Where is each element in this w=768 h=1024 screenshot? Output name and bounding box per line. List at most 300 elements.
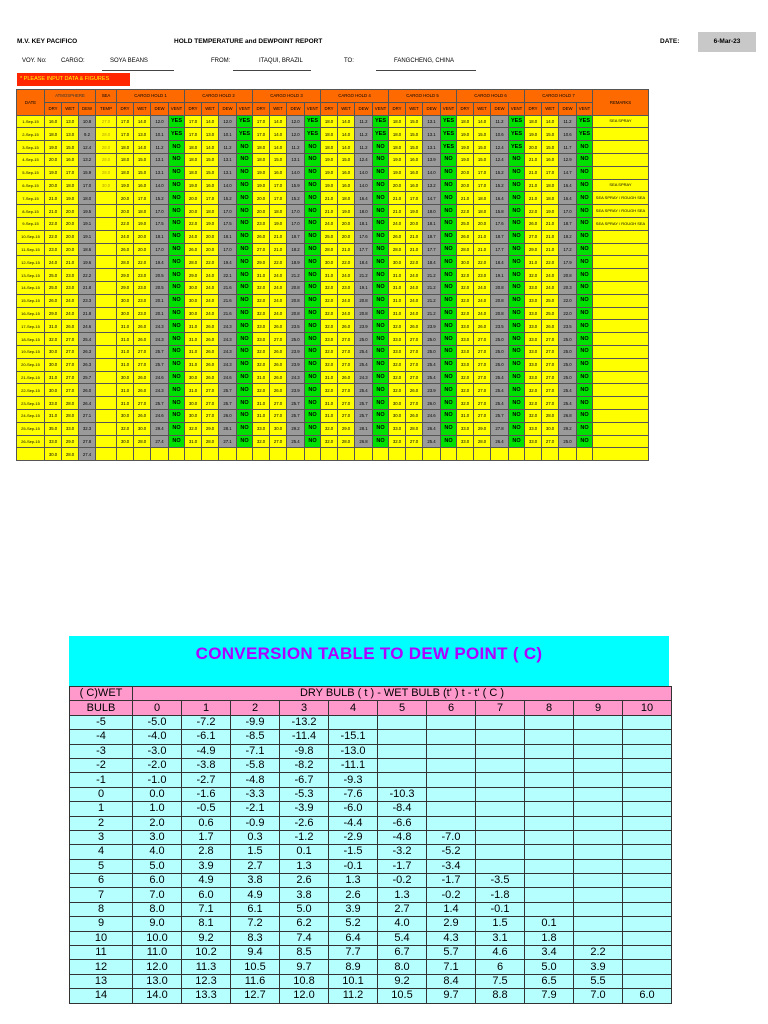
hold-5-wet-cell[interactable]: 26.0 bbox=[406, 384, 423, 397]
hold-5-dry-cell[interactable]: 24.0 bbox=[389, 217, 406, 230]
atmosphere-wet-cell[interactable]: 28.0 bbox=[62, 409, 79, 422]
atmosphere-wet-cell[interactable]: 15.0 bbox=[62, 141, 79, 154]
hold-1-vent-cell[interactable]: NO bbox=[169, 345, 185, 358]
hold-7-wet-cell[interactable]: 26.0 bbox=[542, 320, 559, 333]
remarks-cell[interactable] bbox=[593, 153, 649, 166]
hold-2-vent-cell[interactable]: YES bbox=[237, 128, 253, 141]
hold-5-wet-cell[interactable]: 27.0 bbox=[406, 345, 423, 358]
hold-2-wet-cell[interactable]: 14.0 bbox=[202, 115, 219, 128]
hold-1-dew-cell[interactable]: 11.2 bbox=[151, 141, 169, 154]
hold-7-dry-cell[interactable]: 32.0 bbox=[525, 269, 542, 282]
hold-5-dew-cell[interactable]: 25.0 bbox=[423, 345, 441, 358]
atmosphere-dry-cell[interactable]: 33.0 bbox=[45, 435, 62, 448]
hold-2-wet-cell[interactable]: 27.0 bbox=[202, 409, 219, 422]
atmosphere-dry-cell[interactable]: 35.0 bbox=[45, 422, 62, 435]
hold-1-dry-cell[interactable]: 30.0 bbox=[117, 294, 134, 307]
hold-4-dew-cell[interactable]: 17.6 bbox=[355, 230, 373, 243]
hold-2-dew-cell[interactable]: 24.6 bbox=[219, 371, 237, 384]
sea-temp-cell[interactable] bbox=[96, 435, 117, 448]
empty-cell[interactable] bbox=[270, 448, 287, 461]
hold-3-dew-cell[interactable]: 12.0 bbox=[287, 128, 305, 141]
hold-1-dry-cell[interactable]: 22.0 bbox=[117, 217, 134, 230]
hold-2-vent-cell[interactable]: NO bbox=[237, 269, 253, 282]
hold-5-dry-cell[interactable]: 20.0 bbox=[389, 179, 406, 192]
hold-7-wet-cell[interactable]: 28.0 bbox=[542, 409, 559, 422]
atmosphere-wet-cell[interactable]: 23.0 bbox=[62, 281, 79, 294]
hold-5-dry-cell[interactable]: 32.0 bbox=[389, 435, 406, 448]
hold-7-wet-cell[interactable]: 17.0 bbox=[542, 166, 559, 179]
atmosphere-wet-cell[interactable]: 21.0 bbox=[62, 256, 79, 269]
hold-4-wet-cell[interactable]: 22.0 bbox=[338, 256, 355, 269]
sea-temp-cell[interactable] bbox=[96, 358, 117, 371]
hold-7-dry-cell[interactable]: 22.0 bbox=[525, 205, 542, 218]
hold-1-dew-cell[interactable]: 24.3 bbox=[151, 320, 169, 333]
hold-3-wet-cell[interactable]: 24.0 bbox=[270, 294, 287, 307]
hold-2-dew-cell[interactable]: 22.1 bbox=[219, 269, 237, 282]
log-date[interactable]: 18-Sep-15 bbox=[17, 333, 45, 346]
hold-7-vent-cell[interactable]: NO bbox=[577, 371, 593, 384]
hold-1-wet-cell[interactable]: 18.0 bbox=[134, 205, 151, 218]
log-date[interactable]: 3-Sep-15 bbox=[17, 141, 45, 154]
hold-1-vent-cell[interactable]: NO bbox=[169, 179, 185, 192]
hold-6-dew-cell[interactable]: 26.4 bbox=[491, 435, 509, 448]
hold-7-dry-cell[interactable]: 29.0 bbox=[525, 243, 542, 256]
hold-1-dry-cell[interactable]: 17.0 bbox=[117, 128, 134, 141]
hold-7-dry-cell[interactable]: 26.0 bbox=[525, 217, 542, 230]
sea-temp-cell[interactable] bbox=[96, 448, 117, 461]
hold-1-wet-cell[interactable]: 13.0 bbox=[134, 128, 151, 141]
hold-6-dew-cell[interactable]: 17.7 bbox=[491, 243, 509, 256]
hold-1-dry-cell[interactable]: 17.0 bbox=[117, 115, 134, 128]
hold-6-wet-cell[interactable]: 18.0 bbox=[474, 205, 491, 218]
hold-2-wet-cell[interactable]: 27.0 bbox=[202, 397, 219, 410]
hold-5-dew-cell[interactable]: 25.4 bbox=[423, 358, 441, 371]
hold-4-vent-cell[interactable]: NO bbox=[373, 166, 389, 179]
hold-2-wet-cell[interactable]: 24.0 bbox=[202, 269, 219, 282]
hold-6-vent-cell[interactable]: NO bbox=[509, 179, 525, 192]
hold-4-wet-cell[interactable]: 19.0 bbox=[338, 205, 355, 218]
hold-5-dew-cell[interactable]: 25.0 bbox=[423, 333, 441, 346]
hold-1-dry-cell[interactable]: 31.0 bbox=[117, 345, 134, 358]
hold-4-wet-cell[interactable]: 21.0 bbox=[338, 243, 355, 256]
atmosphere-wet-cell[interactable]: 28.0 bbox=[62, 448, 79, 461]
remarks-cell[interactable] bbox=[593, 307, 649, 320]
hold-6-dew-cell[interactable]: 12.4 bbox=[491, 153, 509, 166]
hold-3-dew-cell[interactable]: 17.0 bbox=[287, 217, 305, 230]
hold-7-dry-cell[interactable]: 27.0 bbox=[525, 230, 542, 243]
hold-7-vent-cell[interactable]: YES bbox=[577, 115, 593, 128]
hold-1-vent-cell[interactable]: NO bbox=[169, 358, 185, 371]
hold-1-vent-cell[interactable]: NO bbox=[169, 243, 185, 256]
hold-2-dew-cell[interactable]: 15.2 bbox=[219, 192, 237, 205]
hold-6-dew-cell[interactable]: 18.7 bbox=[491, 230, 509, 243]
hold-6-vent-cell[interactable]: NO bbox=[509, 409, 525, 422]
hold-3-dry-cell[interactable]: 17.0 bbox=[253, 115, 270, 128]
hold-1-vent-cell[interactable]: NO bbox=[169, 153, 185, 166]
hold-5-dry-cell[interactable]: 31.0 bbox=[389, 294, 406, 307]
hold-3-vent-cell[interactable]: NO bbox=[305, 281, 321, 294]
hold-7-dry-cell[interactable]: 33.0 bbox=[525, 333, 542, 346]
hold-4-vent-cell[interactable]: NO bbox=[373, 307, 389, 320]
atmosphere-dew-cell[interactable]: 26.3 bbox=[79, 358, 96, 371]
atmosphere-dew-cell[interactable]: 18.0 bbox=[79, 192, 96, 205]
hold-7-vent-cell[interactable]: NO bbox=[577, 205, 593, 218]
atmosphere-dry-cell[interactable]: 31.0 bbox=[45, 409, 62, 422]
hold-4-vent-cell[interactable]: NO bbox=[373, 384, 389, 397]
hold-4-dry-cell[interactable]: 32.0 bbox=[321, 358, 338, 371]
hold-5-vent-cell[interactable]: NO bbox=[441, 307, 457, 320]
hold-1-dry-cell[interactable]: 31.0 bbox=[117, 384, 134, 397]
cargo-value[interactable]: SOYA BEANS bbox=[110, 58, 148, 64]
hold-3-vent-cell[interactable]: NO bbox=[305, 243, 321, 256]
hold-7-vent-cell[interactable]: NO bbox=[577, 281, 593, 294]
hold-3-vent-cell[interactable]: YES bbox=[305, 128, 321, 141]
hold-7-vent-cell[interactable]: NO bbox=[577, 409, 593, 422]
hold-2-dew-cell[interactable]: 27.1 bbox=[219, 435, 237, 448]
hold-4-dry-cell[interactable]: 18.0 bbox=[321, 128, 338, 141]
hold-6-wet-cell[interactable]: 24.0 bbox=[474, 281, 491, 294]
hold-3-wet-cell[interactable]: 14.0 bbox=[270, 128, 287, 141]
atmosphere-wet-cell[interactable]: 27.0 bbox=[62, 333, 79, 346]
hold-6-dry-cell[interactable]: 32.0 bbox=[457, 269, 474, 282]
hold-2-dry-cell[interactable]: 30.0 bbox=[185, 294, 202, 307]
remarks-cell[interactable] bbox=[593, 128, 649, 141]
hold-1-dry-cell[interactable]: 19.0 bbox=[117, 179, 134, 192]
hold-1-vent-cell[interactable]: NO bbox=[169, 141, 185, 154]
hold-4-vent-cell[interactable]: NO bbox=[373, 141, 389, 154]
hold-6-dew-cell[interactable]: 25.0 bbox=[491, 333, 509, 346]
hold-3-wet-cell[interactable]: 26.0 bbox=[270, 358, 287, 371]
hold-2-dry-cell[interactable]: 28.0 bbox=[185, 256, 202, 269]
hold-2-dew-cell[interactable]: 25.7 bbox=[219, 384, 237, 397]
hold-4-vent-cell[interactable]: NO bbox=[373, 320, 389, 333]
log-date[interactable]: 14-Sep-15 bbox=[17, 281, 45, 294]
log-date[interactable]: 7-Sep-15 bbox=[17, 192, 45, 205]
hold-3-wet-cell[interactable]: 26.0 bbox=[270, 371, 287, 384]
hold-6-wet-cell[interactable]: 27.0 bbox=[474, 371, 491, 384]
hold-1-dry-cell[interactable]: 31.0 bbox=[117, 397, 134, 410]
hold-4-dry-cell[interactable]: 32.0 bbox=[321, 422, 338, 435]
hold-1-wet-cell[interactable]: 15.0 bbox=[134, 166, 151, 179]
hold-6-dry-cell[interactable]: 32.0 bbox=[457, 397, 474, 410]
hold-5-vent-cell[interactable]: NO bbox=[441, 409, 457, 422]
empty-cell[interactable] bbox=[474, 448, 491, 461]
hold-2-dry-cell[interactable]: 24.0 bbox=[185, 230, 202, 243]
hold-6-dew-cell[interactable]: 15.8 bbox=[491, 205, 509, 218]
hold-7-dry-cell[interactable]: 20.0 bbox=[525, 141, 542, 154]
hold-5-dew-cell[interactable]: 21.2 bbox=[423, 281, 441, 294]
hold-5-vent-cell[interactable]: NO bbox=[441, 243, 457, 256]
hold-3-dew-cell[interactable]: 23.9 bbox=[287, 345, 305, 358]
remarks-cell[interactable] bbox=[593, 166, 649, 179]
hold-6-vent-cell[interactable]: NO bbox=[509, 205, 525, 218]
hold-3-vent-cell[interactable]: NO bbox=[305, 435, 321, 448]
hold-3-dew-cell[interactable]: 25.7 bbox=[287, 397, 305, 410]
atmosphere-dry-cell[interactable]: 30.0 bbox=[45, 345, 62, 358]
hold-7-vent-cell[interactable]: NO bbox=[577, 294, 593, 307]
empty-cell[interactable] bbox=[202, 448, 219, 461]
hold-6-dew-cell[interactable]: 10.6 bbox=[491, 128, 509, 141]
hold-5-wet-cell[interactable]: 20.0 bbox=[406, 217, 423, 230]
hold-1-dry-cell[interactable]: 30.0 bbox=[117, 307, 134, 320]
log-date[interactable]: 24-Sep-15 bbox=[17, 409, 45, 422]
hold-5-wet-cell[interactable]: 21.0 bbox=[406, 230, 423, 243]
hold-1-dry-cell[interactable]: 29.0 bbox=[117, 269, 134, 282]
log-date[interactable]: 4-Sep-15 bbox=[17, 153, 45, 166]
hold-3-vent-cell[interactable]: NO bbox=[305, 141, 321, 154]
hold-7-wet-cell[interactable]: 27.0 bbox=[542, 371, 559, 384]
remarks-cell[interactable]: SEA SPRAY bbox=[593, 115, 649, 128]
hold-5-dry-cell[interactable]: 32.0 bbox=[389, 384, 406, 397]
hold-5-vent-cell[interactable]: NO bbox=[441, 153, 457, 166]
hold-3-wet-cell[interactable]: 26.0 bbox=[270, 345, 287, 358]
hold-4-vent-cell[interactable]: NO bbox=[373, 422, 389, 435]
hold-3-vent-cell[interactable]: NO bbox=[305, 256, 321, 269]
hold-3-dew-cell[interactable]: 18.2 bbox=[287, 243, 305, 256]
hold-6-vent-cell[interactable]: YES bbox=[509, 115, 525, 128]
hold-2-vent-cell[interactable]: NO bbox=[237, 205, 253, 218]
hold-1-vent-cell[interactable]: YES bbox=[169, 115, 185, 128]
hold-1-wet-cell[interactable]: 23.0 bbox=[134, 294, 151, 307]
hold-1-dew-cell[interactable]: 14.0 bbox=[151, 179, 169, 192]
hold-6-vent-cell[interactable]: NO bbox=[509, 397, 525, 410]
remarks-cell[interactable] bbox=[593, 409, 649, 422]
hold-7-dry-cell[interactable]: 33.0 bbox=[525, 294, 542, 307]
hold-7-dew-cell[interactable]: 16.4 bbox=[559, 192, 577, 205]
hold-5-dry-cell[interactable]: 19.0 bbox=[389, 153, 406, 166]
hold-5-dew-cell[interactable]: 26.4 bbox=[423, 422, 441, 435]
hold-2-dry-cell[interactable]: 31.0 bbox=[185, 345, 202, 358]
hold-5-dew-cell[interactable]: 17.7 bbox=[423, 243, 441, 256]
hold-4-vent-cell[interactable]: NO bbox=[373, 269, 389, 282]
atmosphere-dew-cell[interactable]: 24.6 bbox=[79, 320, 96, 333]
hold-3-dew-cell[interactable]: 17.0 bbox=[287, 205, 305, 218]
hold-6-dew-cell[interactable]: 27.8 bbox=[491, 422, 509, 435]
hold-1-wet-cell[interactable]: 22.0 bbox=[134, 256, 151, 269]
hold-3-dew-cell[interactable]: 20.8 bbox=[287, 294, 305, 307]
hold-4-vent-cell[interactable]: NO bbox=[373, 243, 389, 256]
atmosphere-dew-cell[interactable]: 26.4 bbox=[79, 397, 96, 410]
remarks-cell[interactable] bbox=[593, 320, 649, 333]
hold-4-dry-cell[interactable]: 32.0 bbox=[321, 345, 338, 358]
hold-4-dew-cell[interactable]: 16.4 bbox=[355, 192, 373, 205]
hold-4-wet-cell[interactable]: 20.0 bbox=[338, 230, 355, 243]
hold-3-wet-cell[interactable]: 27.0 bbox=[270, 409, 287, 422]
hold-1-wet-cell[interactable]: 23.0 bbox=[134, 281, 151, 294]
hold-1-vent-cell[interactable]: NO bbox=[169, 230, 185, 243]
hold-4-dew-cell[interactable]: 18.1 bbox=[355, 217, 373, 230]
hold-1-wet-cell[interactable]: 14.0 bbox=[134, 141, 151, 154]
hold-3-dew-cell[interactable]: 25.4 bbox=[287, 435, 305, 448]
hold-5-vent-cell[interactable]: NO bbox=[441, 230, 457, 243]
atmosphere-dew-cell[interactable]: 27.8 bbox=[79, 435, 96, 448]
hold-4-dry-cell[interactable]: 31.0 bbox=[321, 371, 338, 384]
hold-6-dry-cell[interactable]: 32.0 bbox=[457, 384, 474, 397]
log-date[interactable] bbox=[17, 448, 45, 461]
hold-6-dry-cell[interactable]: 32.0 bbox=[457, 294, 474, 307]
hold-6-dry-cell[interactable]: 33.0 bbox=[457, 333, 474, 346]
hold-2-wet-cell[interactable]: 26.0 bbox=[202, 345, 219, 358]
hold-7-wet-cell[interactable]: 24.0 bbox=[542, 269, 559, 282]
hold-2-dew-cell[interactable]: 17.0 bbox=[219, 243, 237, 256]
hold-6-dry-cell[interactable]: 32.0 bbox=[457, 281, 474, 294]
hold-5-dew-cell[interactable]: 14.0 bbox=[423, 166, 441, 179]
hold-7-vent-cell[interactable]: YES bbox=[577, 128, 593, 141]
hold-5-vent-cell[interactable]: NO bbox=[441, 435, 457, 448]
hold-1-vent-cell[interactable]: NO bbox=[169, 192, 185, 205]
hold-1-vent-cell[interactable]: NO bbox=[169, 384, 185, 397]
hold-2-vent-cell[interactable]: NO bbox=[237, 358, 253, 371]
hold-3-vent-cell[interactable]: NO bbox=[305, 269, 321, 282]
hold-2-vent-cell[interactable]: NO bbox=[237, 320, 253, 333]
hold-6-wet-cell[interactable]: 26.0 bbox=[474, 320, 491, 333]
hold-3-wet-cell[interactable]: 24.0 bbox=[270, 307, 287, 320]
hold-2-dew-cell[interactable]: 11.2 bbox=[219, 141, 237, 154]
hold-5-vent-cell[interactable]: NO bbox=[441, 256, 457, 269]
sea-temp-cell[interactable] bbox=[96, 333, 117, 346]
hold-1-wet-cell[interactable]: 20.0 bbox=[134, 243, 151, 256]
hold-1-wet-cell[interactable]: 26.0 bbox=[134, 384, 151, 397]
sea-temp-cell[interactable] bbox=[96, 230, 117, 243]
atmosphere-dew-cell[interactable]: 19.6 bbox=[79, 256, 96, 269]
hold-5-dry-cell[interactable]: 28.0 bbox=[389, 243, 406, 256]
hold-7-dry-cell[interactable]: 31.0 bbox=[525, 256, 542, 269]
hold-4-dry-cell[interactable]: 24.0 bbox=[321, 217, 338, 230]
hold-6-dry-cell[interactable]: 19.0 bbox=[457, 128, 474, 141]
hold-1-dew-cell[interactable]: 24.3 bbox=[151, 333, 169, 346]
atmosphere-dry-cell[interactable]: 31.0 bbox=[45, 371, 62, 384]
hold-5-wet-cell[interactable]: 15.0 bbox=[406, 128, 423, 141]
hold-3-dew-cell[interactable]: 18.7 bbox=[287, 230, 305, 243]
hold-6-dew-cell[interactable]: 25.0 bbox=[491, 345, 509, 358]
hold-6-dry-cell[interactable]: 33.0 bbox=[457, 320, 474, 333]
hold-7-vent-cell[interactable]: NO bbox=[577, 333, 593, 346]
hold-1-dew-cell[interactable]: 24.6 bbox=[151, 409, 169, 422]
hold-6-dry-cell[interactable]: 28.0 bbox=[457, 243, 474, 256]
hold-6-dry-cell[interactable]: 33.0 bbox=[457, 422, 474, 435]
hold-2-vent-cell[interactable]: NO bbox=[237, 230, 253, 243]
atmosphere-dew-cell[interactable]: 18.6 bbox=[79, 243, 96, 256]
hold-4-dry-cell[interactable]: 32.0 bbox=[321, 384, 338, 397]
log-date[interactable]: 25-Sep-15 bbox=[17, 422, 45, 435]
sea-temp-cell[interactable] bbox=[96, 217, 117, 230]
empty-cell[interactable] bbox=[305, 448, 321, 461]
atmosphere-dew-cell[interactable]: 21.8 bbox=[79, 281, 96, 294]
sea-temp-cell[interactable] bbox=[96, 384, 117, 397]
hold-4-wet-cell[interactable]: 14.0 bbox=[338, 115, 355, 128]
hold-6-dry-cell[interactable]: 21.0 bbox=[457, 192, 474, 205]
hold-3-vent-cell[interactable]: NO bbox=[305, 294, 321, 307]
hold-3-dry-cell[interactable]: 32.0 bbox=[253, 281, 270, 294]
hold-4-dew-cell[interactable]: 11.2 bbox=[355, 141, 373, 154]
hold-6-vent-cell[interactable]: YES bbox=[509, 128, 525, 141]
atmosphere-wet-cell[interactable]: 20.0 bbox=[62, 217, 79, 230]
hold-7-vent-cell[interactable]: NO bbox=[577, 307, 593, 320]
hold-1-dew-cell[interactable]: 20.5 bbox=[151, 281, 169, 294]
hold-6-wet-cell[interactable]: 21.0 bbox=[474, 243, 491, 256]
atmosphere-dry-cell[interactable]: 20.0 bbox=[45, 153, 62, 166]
hold-2-wet-cell[interactable]: 26.0 bbox=[202, 333, 219, 346]
atmosphere-wet-cell[interactable]: 20.0 bbox=[62, 243, 79, 256]
hold-5-vent-cell[interactable]: NO bbox=[441, 205, 457, 218]
hold-4-dry-cell[interactable]: 18.0 bbox=[321, 115, 338, 128]
hold-4-dew-cell[interactable]: 19.1 bbox=[355, 281, 373, 294]
hold-7-wet-cell[interactable]: 15.0 bbox=[542, 141, 559, 154]
atmosphere-wet-cell[interactable]: 20.0 bbox=[62, 205, 79, 218]
hold-3-dew-cell[interactable]: 20.8 bbox=[287, 281, 305, 294]
hold-6-dry-cell[interactable]: 20.0 bbox=[457, 179, 474, 192]
hold-7-wet-cell[interactable]: 21.0 bbox=[542, 217, 559, 230]
hold-5-wet-cell[interactable]: 27.0 bbox=[406, 435, 423, 448]
hold-4-dry-cell[interactable]: 32.0 bbox=[321, 294, 338, 307]
hold-7-dry-cell[interactable]: 33.0 bbox=[525, 371, 542, 384]
hold-2-dew-cell[interactable]: 26.0 bbox=[219, 409, 237, 422]
hold-7-dew-cell[interactable]: 20.3 bbox=[559, 281, 577, 294]
remarks-cell[interactable]: SEA SPRAY / ROUGH SEA bbox=[593, 205, 649, 218]
hold-7-vent-cell[interactable]: NO bbox=[577, 435, 593, 448]
hold-1-dew-cell[interactable]: 24.6 bbox=[151, 371, 169, 384]
atmosphere-wet-cell[interactable]: 16.0 bbox=[62, 153, 79, 166]
hold-4-wet-cell[interactable]: 15.0 bbox=[338, 153, 355, 166]
empty-cell[interactable] bbox=[185, 448, 202, 461]
log-date[interactable]: 1-Sep-15 bbox=[17, 115, 45, 128]
remarks-cell[interactable] bbox=[593, 333, 649, 346]
hold-4-wet-cell[interactable]: 24.0 bbox=[338, 307, 355, 320]
hold-6-dew-cell[interactable]: 20.8 bbox=[491, 307, 509, 320]
hold-6-wet-cell[interactable]: 15.0 bbox=[474, 141, 491, 154]
hold-7-vent-cell[interactable]: NO bbox=[577, 141, 593, 154]
hold-3-dry-cell[interactable]: 32.0 bbox=[253, 435, 270, 448]
empty-cell[interactable] bbox=[321, 448, 338, 461]
remarks-cell[interactable] bbox=[593, 243, 649, 256]
hold-3-dry-cell[interactable]: 23.0 bbox=[253, 217, 270, 230]
hold-6-dry-cell[interactable]: 18.0 bbox=[457, 115, 474, 128]
hold-6-wet-cell[interactable]: 27.0 bbox=[474, 409, 491, 422]
hold-2-dew-cell[interactable]: 21.6 bbox=[219, 294, 237, 307]
hold-2-vent-cell[interactable]: NO bbox=[237, 409, 253, 422]
hold-5-wet-cell[interactable]: 16.0 bbox=[406, 166, 423, 179]
hold-2-dew-cell[interactable]: 24.3 bbox=[219, 345, 237, 358]
hold-3-vent-cell[interactable]: NO bbox=[305, 217, 321, 230]
hold-7-dry-cell[interactable]: 21.0 bbox=[525, 166, 542, 179]
hold-5-dry-cell[interactable]: 32.0 bbox=[389, 320, 406, 333]
hold-6-vent-cell[interactable]: NO bbox=[509, 384, 525, 397]
hold-4-dry-cell[interactable]: 19.0 bbox=[321, 166, 338, 179]
hold-7-wet-cell[interactable]: 19.0 bbox=[542, 205, 559, 218]
atmosphere-dew-cell[interactable]: 26.3 bbox=[79, 345, 96, 358]
atmosphere-dew-cell[interactable]: 17.0 bbox=[79, 179, 96, 192]
atmosphere-dew-cell[interactable]: 19.1 bbox=[79, 230, 96, 243]
hold-2-dry-cell[interactable]: 29.0 bbox=[185, 269, 202, 282]
hold-7-wet-cell[interactable]: 27.0 bbox=[542, 358, 559, 371]
hold-7-dew-cell[interactable]: 25.0 bbox=[559, 435, 577, 448]
hold-3-dew-cell[interactable]: 15.2 bbox=[287, 192, 305, 205]
remarks-cell[interactable] bbox=[593, 141, 649, 154]
atmosphere-dew-cell[interactable]: 10.8 bbox=[79, 115, 96, 128]
hold-1-vent-cell[interactable]: NO bbox=[169, 205, 185, 218]
hold-2-dry-cell[interactable]: 22.0 bbox=[185, 217, 202, 230]
hold-2-vent-cell[interactable]: NO bbox=[237, 294, 253, 307]
hold-3-vent-cell[interactable]: NO bbox=[305, 320, 321, 333]
hold-7-dew-cell[interactable]: 18.7 bbox=[559, 217, 577, 230]
hold-2-wet-cell[interactable]: 17.0 bbox=[202, 192, 219, 205]
hold-6-vent-cell[interactable]: NO bbox=[509, 192, 525, 205]
hold-1-dew-cell[interactable]: 20.5 bbox=[151, 269, 169, 282]
hold-5-dew-cell[interactable]: 18.4 bbox=[423, 256, 441, 269]
sea-temp-cell[interactable] bbox=[96, 320, 117, 333]
hold-1-dew-cell[interactable]: 17.5 bbox=[151, 217, 169, 230]
hold-6-wet-cell[interactable]: 17.0 bbox=[474, 166, 491, 179]
